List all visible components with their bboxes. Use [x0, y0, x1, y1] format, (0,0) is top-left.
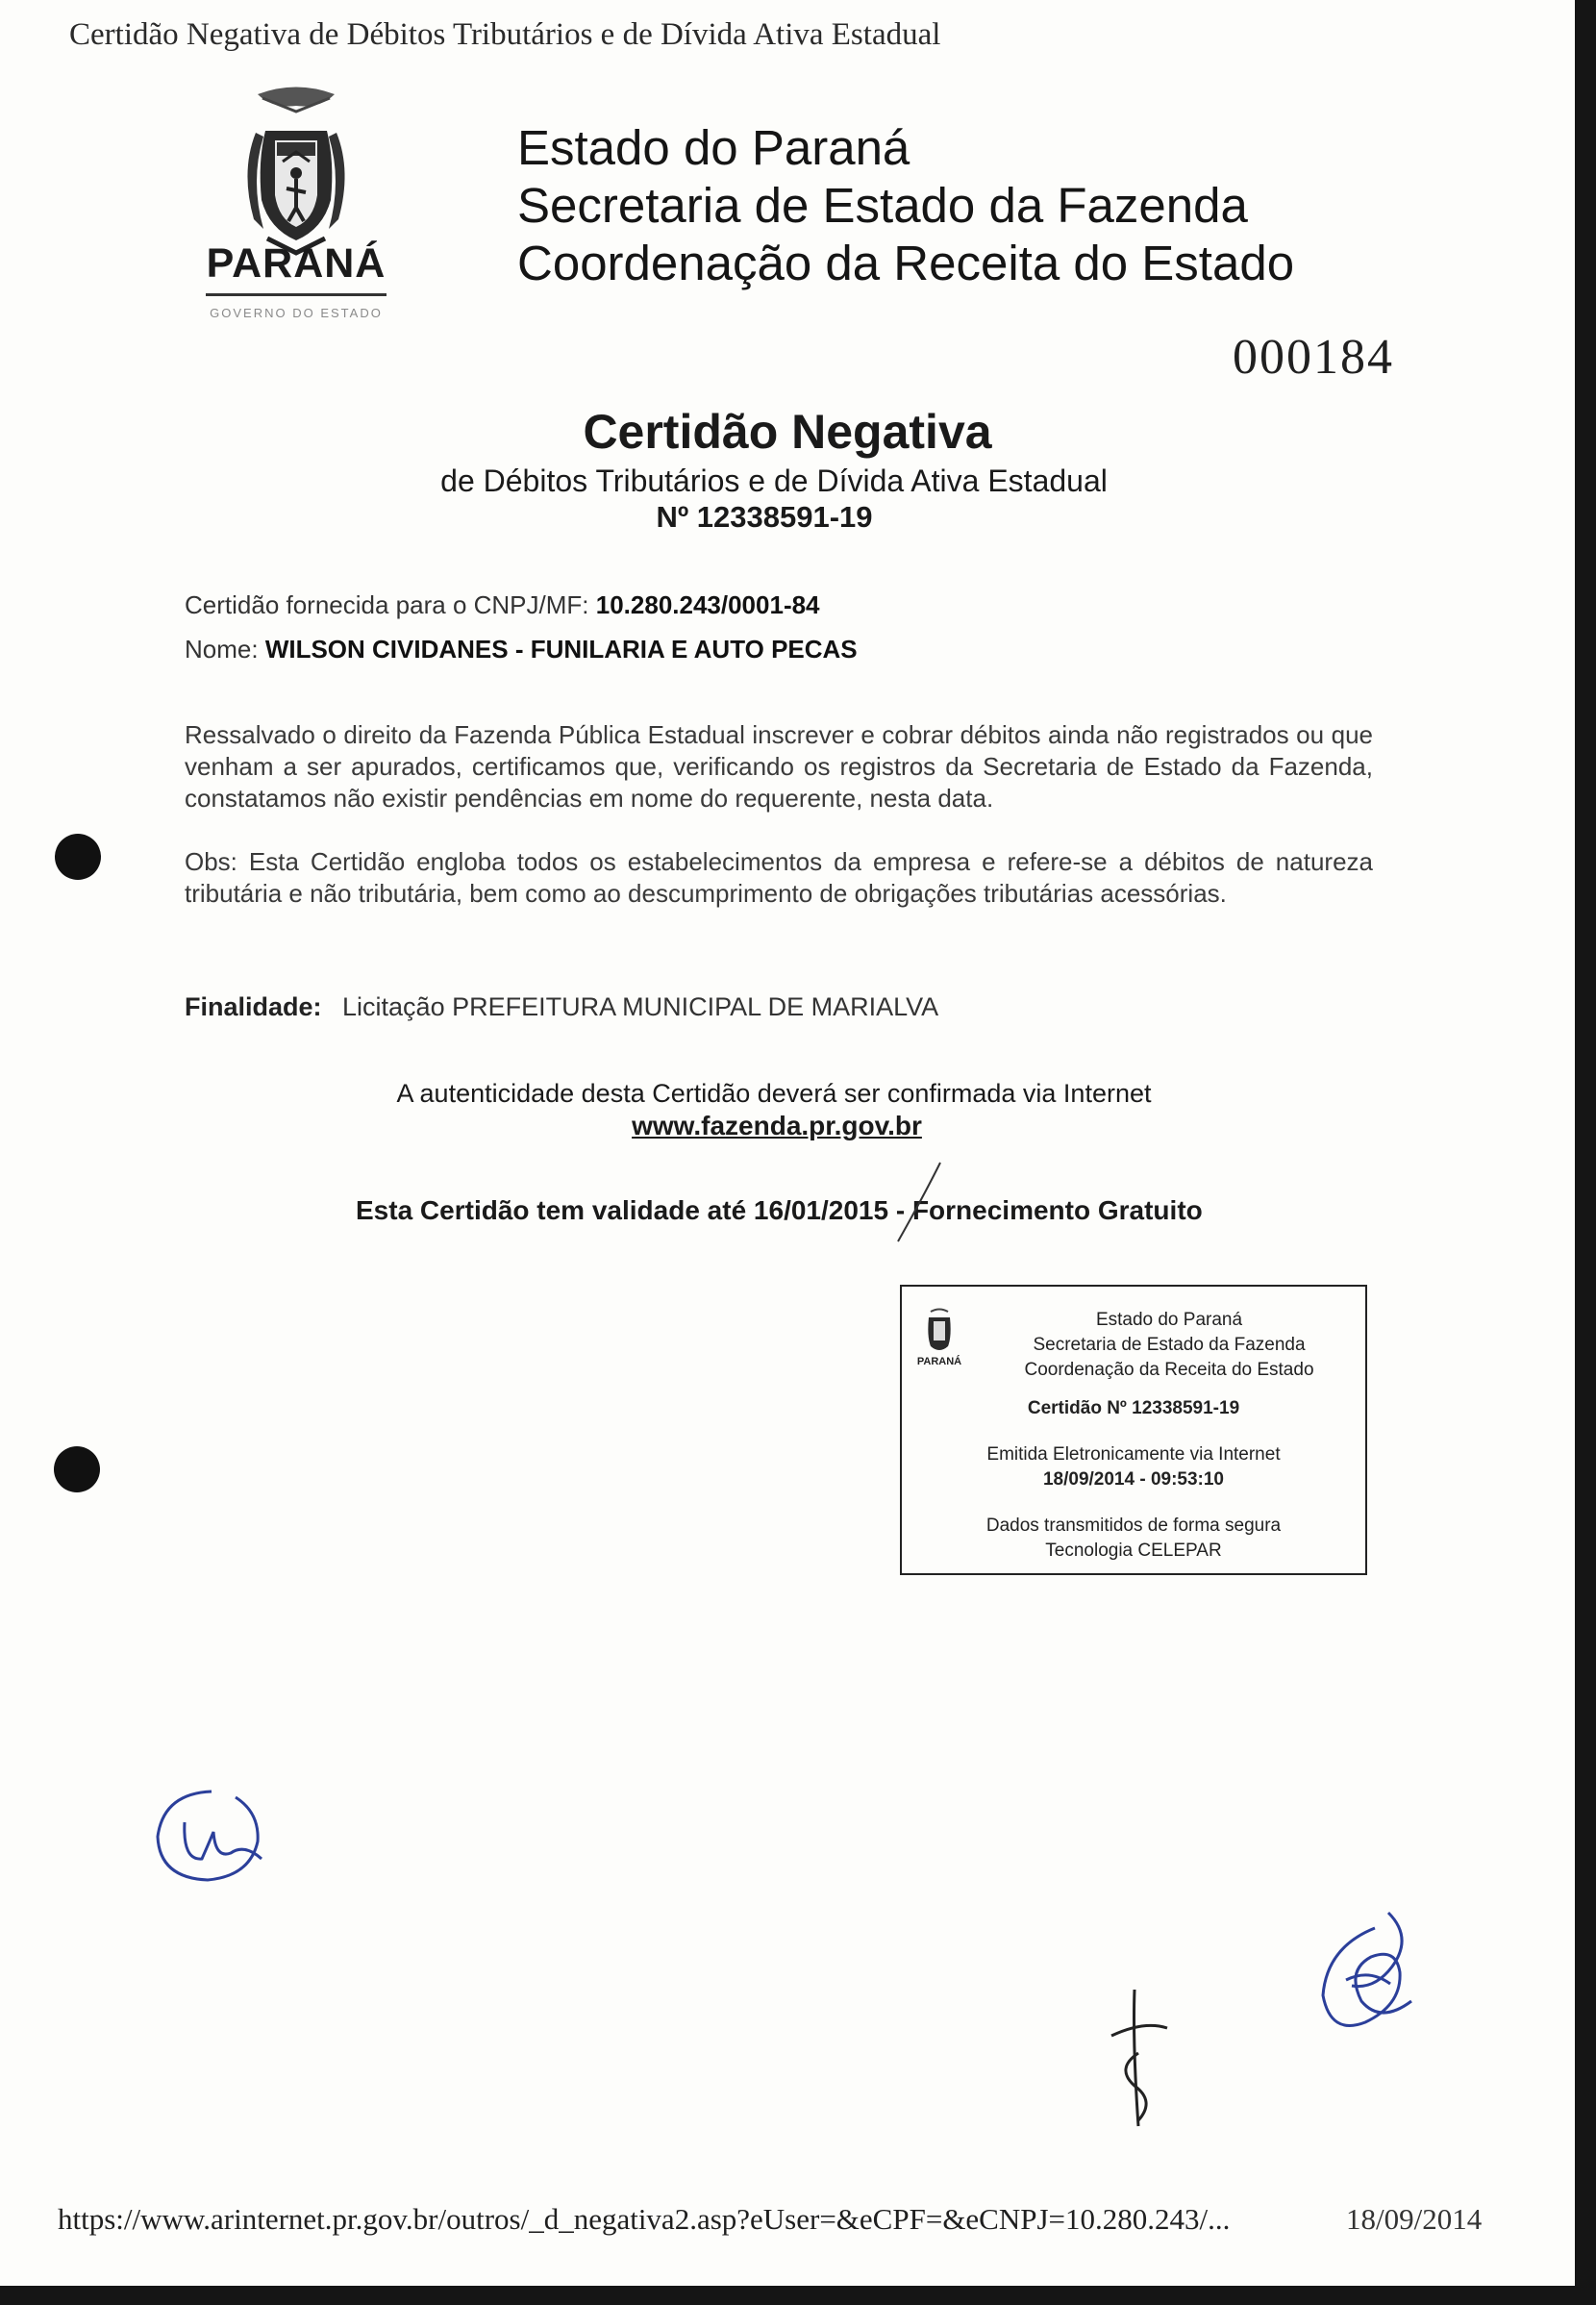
authenticity-text: A autenticidade desta Certidão deverá ser confirmada via Internet — [396, 1079, 1152, 1108]
stamp-security-line2: Tecnologia CELEPAR — [1045, 1541, 1222, 1561]
authenticity-link[interactable]: www.fazenda.pr.gov.br — [632, 1111, 922, 1140]
stamp-secretariat: Secretaria de Estado da Fazenda — [1033, 1335, 1306, 1355]
handwritten-signature-right — [1308, 1909, 1423, 2043]
cnpj-line — [185, 590, 820, 620]
parana-logo-subtitle: GOVERNO DO ESTADO — [210, 306, 383, 320]
name-label: Nome: — [185, 635, 259, 664]
certificate-obs: Obs: Esta Certidão engloba todos os estabelecimentos da empresa e refere-se a débitos de natureza tributária e não tributária, bem como ao descumprimento de obrigações tributárias acessórias. — [185, 847, 1373, 908]
finalidade-value: Licitação PREFEITURA MUNICIPAL DE MARIALVA — [342, 992, 939, 1021]
pen-slash-mark — [885, 1159, 952, 1245]
validity-text: Esta Certidão tem validade até 16/01/2015 - Fornecimento Gratuito — [356, 1195, 1203, 1225]
punch-hole-upper — [55, 834, 101, 880]
certificate-paragraph: Ressalvado o direito da Fazenda Pública Estadual inscrever e cobrar débitos ainda não registrados ou que venham a ser apurados, certificamos que, verificando os registros da Secretaria de Estado da Fazenda, constatamos não existir pendências em nome do requerente, nesta data. — [185, 720, 1373, 813]
certificate-title: Certidão Negativa — [583, 405, 992, 459]
browser-page-title: Certidão Negativa de Débitos Tributários e de Dívida Ativa Estadual — [69, 17, 941, 52]
header-coordination: Coordenação da Receita do Estado — [517, 236, 1295, 290]
logo-divider — [206, 293, 387, 296]
cnpj-value: 10.280.243/0001-84 — [595, 590, 820, 619]
stamp-cert-number: Certidão Nº 12338591-19 — [1027, 1398, 1240, 1418]
stamp-state: Estado do Paraná — [1095, 1310, 1243, 1330]
cnpj-label: Certidão fornecida para o CNPJ/MF: — [185, 590, 589, 619]
stamp-emitted-datetime: 18/09/2014 - 09:53:10 — [1042, 1469, 1225, 1490]
stamp-coordination: Coordenação da Receita do Estado — [1024, 1360, 1314, 1380]
footer-url: https://www.arinternet.pr.gov.br/outros/_d_negativa2.asp?eUser=&eCPF=&eCNPJ=10.280.243/... — [58, 2202, 1231, 2236]
stamp-crest-icon — [917, 1308, 961, 1356]
document-number: 000184 — [1233, 330, 1394, 385]
finalidade-label: Finalidade: — [185, 992, 322, 1021]
name-line — [185, 635, 858, 664]
stamp-emitted-label: Emitida Eletronicamente via Internet — [986, 1444, 1281, 1465]
header-state: Estado do Paraná — [517, 120, 910, 175]
certificate-subtitle: de Débitos Tributários e de Dívida Ativa Estadual — [440, 464, 1108, 498]
finalidade-line — [185, 992, 938, 1022]
punch-hole-lower — [54, 1446, 100, 1492]
stamp-logo-text: PARANÁ — [916, 1356, 962, 1367]
scan-edge-bottom — [0, 2286, 1596, 2305]
verification-stamp — [900, 1285, 1367, 1575]
stamp-security-line1: Dados transmitidos de forma segura — [985, 1516, 1282, 1536]
footer-print-date: 18/09/2014 — [1346, 2202, 1483, 2236]
parana-logo-text: PARANÁ — [206, 240, 387, 287]
handwritten-initial-mark — [144, 1784, 279, 1890]
certificate-number: Nº 12338591-19 — [656, 500, 873, 534]
scan-edge-right — [1575, 0, 1596, 2305]
handwritten-signature-left — [1106, 1986, 1173, 2130]
name-value: WILSON CIVIDANES - FUNILARIA E AUTO PECAS — [264, 635, 858, 664]
header-secretariat: Secretaria de Estado da Fazenda — [517, 178, 1248, 233]
